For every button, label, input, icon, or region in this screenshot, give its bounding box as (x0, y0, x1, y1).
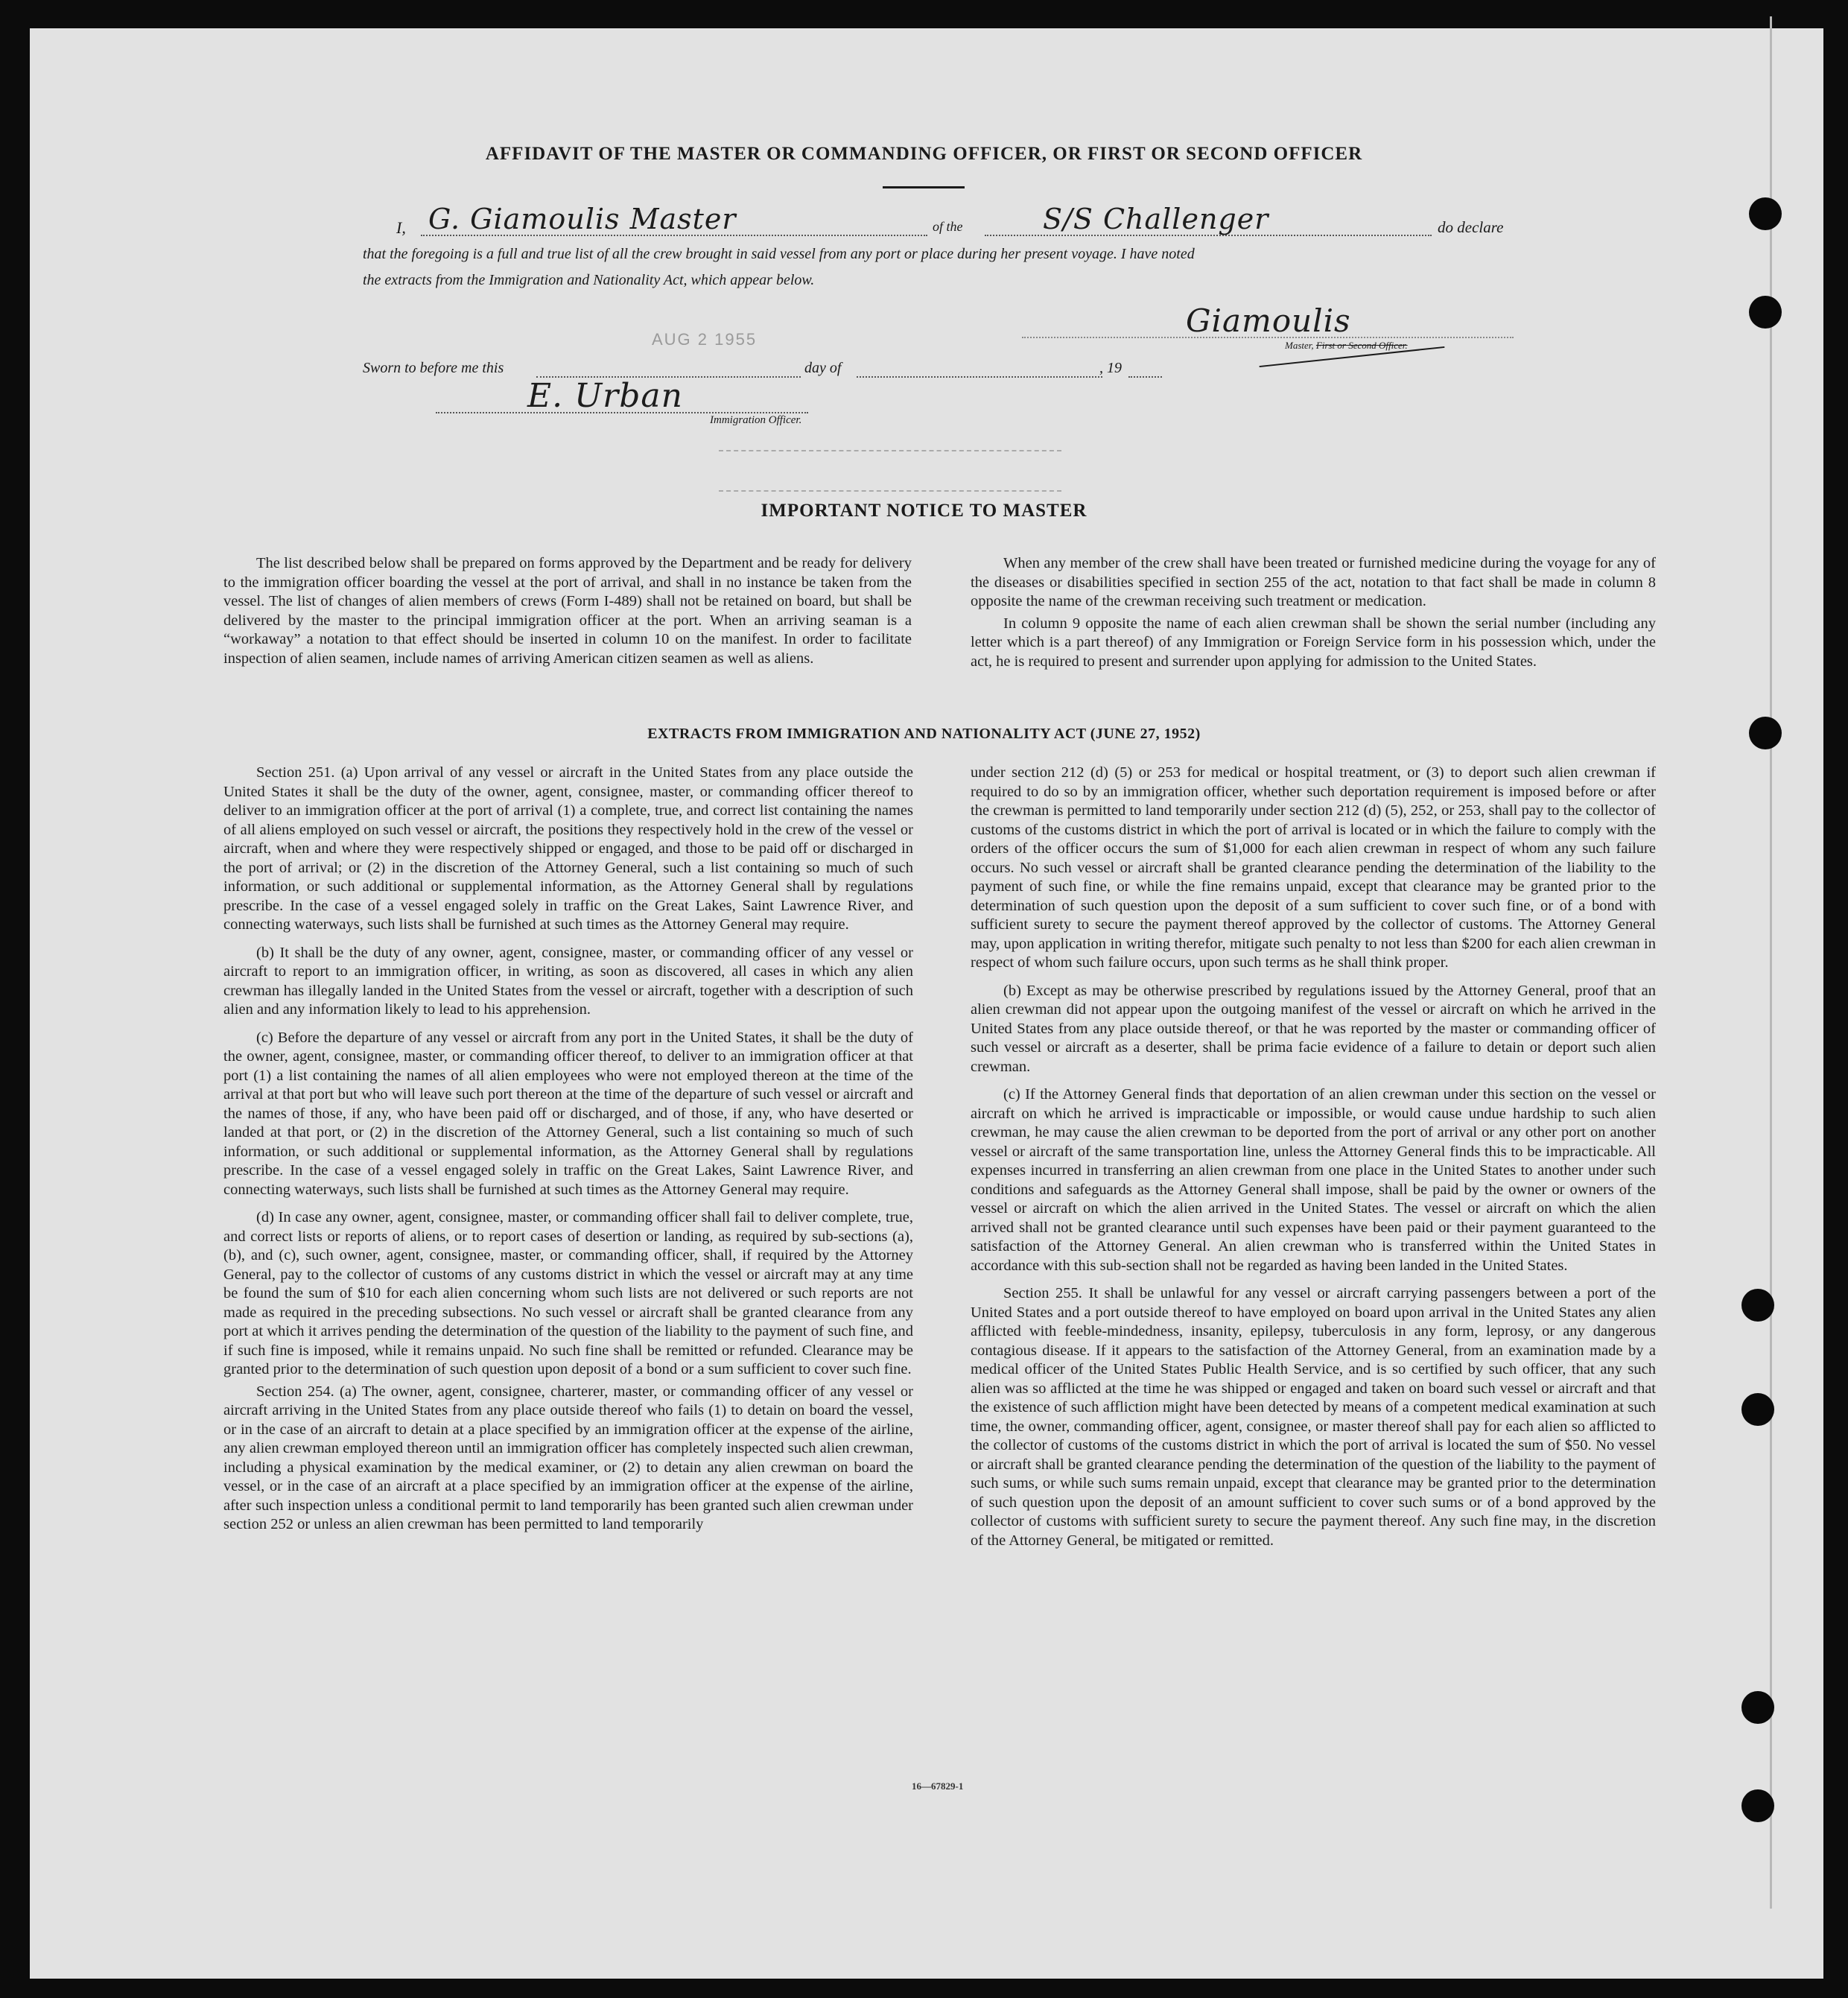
binder-hole (1741, 1289, 1774, 1322)
extract-paragraph: (b) It shall be the duty of any owner, agent, consignee, master, or commanding officer of any vessel or aircraft to report to an immigration officer, in writing, as soon as discovered, all cases in which any alien crewman has illegally landed in the United States from the vessel or aircraft, together with a description of such alien and any information likely to lead to his apprehension. (223, 944, 913, 1018)
do-declare-label: do declare (1438, 218, 1504, 236)
master-signature-line (1022, 337, 1514, 338)
sworn-year-line (1128, 376, 1162, 378)
faint-dash-row (719, 490, 1061, 492)
sworn-label: Sworn to before me this (363, 360, 504, 376)
vessel-handwritten: S/S Challenger (1043, 203, 1269, 235)
declaration-line1: that the foregoing is a full and true list of all the crew brought in said vessel from any port or place during her present voyage. I have noted (363, 246, 1195, 262)
year-label: , 19 (1099, 360, 1122, 376)
i-label: I, (396, 218, 406, 237)
officer-label: Immigration Officer. (710, 414, 802, 426)
extract-paragraph: (d) In case any owner, agent, consignee, master, or commanding officer shall fail to deliver complete, true, and correct lists or reports of aliens, or to report cases of desertion or landing, as required by sub-sections (a), (b), and (c), such owner, agent, consignee, master, or commanding officer, shall, if required by the Attorney General, pay to the collector of customs of any customs district in which the vessel or aircraft may at any time be found the sum of $10 for each alien concerning whom such lists are not delivered or such reports are not made as required in the preceding subsections. No such vessel or aircraft shall be granted clearance from any port at which it arrives pending the determination of the question of the liability to the payment of such fine, and if such fine is imposed, while it remains unpaid. No such fine shall be remitted or refunded. Clearance may be granted prior to the determination of such question upon deposit of a bond or a sum sufficient to cover such fine. (223, 1209, 913, 1377)
of-the-label: of the (933, 219, 963, 234)
extracts-title: EXTRACTS FROM IMMIGRATION AND NATIONALITY ACT (JUNE 27, 1952) (647, 726, 1201, 742)
notice-right-paragraph: When any member of the crew shall have been treated or furnished medicine during the voyage for any of the diseases or disabilities specified in section 255 of the act, notation to that fact shall be made in column 8 opposite the name of the crewman receiving such treatment or medication. (971, 555, 1656, 609)
notice-title: IMPORTANT NOTICE TO MASTER (761, 501, 1087, 521)
extract-paragraph: (c) Before the departure of any vessel or aircraft from any port in the United States, it shall be the duty of the owner, agent, consignee, master, or commanding officer thereof, to deliver to an immigration officer at that port (1) a list containing the names of all alien employees who were not employed thereon at the time of the arrival at that port but who will leave such port thereon at the time of the departure of such vessel or aircraft and the names of those, if any, who have been paid off or discharged, and of those, if any, who have deserted or landed at that port, or (2) in the discretion of the Attorney General, such a list containing so much of such information, or such additional or supplemental information, as the Attorney General shall by regulations prescribe. In the case of a vessel engaged solely in traffic on the Great Lakes, Saint Lawrence River, and connecting waterways, such lists shall be furnished at such times as the Attorney General may require. (223, 1029, 913, 1198)
master-signature: Giamoulis (1186, 302, 1351, 339)
master-label (1285, 340, 1408, 352)
declarant-handwritten: G. Giamoulis Master (428, 203, 737, 235)
extract-paragraph: Section 255. It shall be unlawful for any vessel or aircraft carrying passengers between a port of the United States and a port outside thereof to have employed on board upon arrival in the United States any alien afflicted with feeble-mindedness, insanity, epilepsy, tuberculosis in any form, leprosy, or any dangerous contagious disease. If it appears to the satisfaction of the Attorney General, from an examination made by a medical officer of the United States Public Health Service, and is so certified by such officer, that any such alien was so afflicted at the time he was shipped or engaged and taken on board such vessel or aircraft and that the existence of such affliction might have been detected by means of a competent medical examination at such time, the owner, commanding officer, agent, consignee, or master thereof shall pay for each alien so afflicted to the collector of customs of the customs district in which the port of arrival is located the sum of $50. No vessel or aircraft shall be granted clearance pending the determination of the question of the liability to the payment of such sums, or while such sums remain unpaid, except that clearance may be granted prior to the determination of such question upon the deposit of an amount sufficient to cover such sums or of a bond approved by the collector of customs with sufficient surety to secure the payment thereof. Any such fine may, in the discretion of the Attorney General, be mitigated or remitted. (971, 1285, 1656, 1549)
extract-paragraph: (b) Except as may be otherwise prescribed by regulations issued by the Attorney General, proof that an alien crewman did not appear upon the outgoing manifest of the vessel or aircraft on which he arrived in the United States from any place outside thereof, or that he was reported by the master or commanding officer of such vessel or aircraft as a deserter, shall be prima facie evidence of a failure to detain or deport such alien crewman. (971, 982, 1656, 1075)
binder-hole (1749, 197, 1782, 230)
title-rule (883, 186, 965, 188)
binder-hole (1749, 296, 1782, 329)
extract-paragraph: under section 212 (d) (5) or 253 for medical or hospital treatment, or (3) to deport such alien crewman if required to do so by an immigration officer, whether such deportation requirement is imposed before or after the crewman is permitted to land temporarily under section 212 (d) (5), 252, or 253, shall pay to the collector of customs of the customs district in which the port of arrival is located or in which the failure to comply with the orders of the officer occurs the sum of $1,000 for each alien crewman in respect of whom any such failure occurs. No such vessel or aircraft shall be granted clearance pending the determination of the liability to the payment of such fine, or while the fine remains unpaid, except that clearance may be granted prior to the determination of such question upon the deposit of a sum sufficient to cover such fine, or of a bond with sufficient surety to secure the payment thereof approved by the collector of customs. The Attorney General may, upon application in writing therefor, mitigate such penalty to not less than $200 for each alien crewman in respect of whom such failure occurs, upon such terms as he shall think proper. (971, 764, 1656, 971)
notice-left-column (223, 554, 912, 671)
day-of-label: day of (804, 360, 842, 376)
sworn-month-line (857, 376, 1102, 378)
extract-paragraph: Section 254. (a) The owner, agent, consignee, charterer, master, or commanding officer of any vessel or aircraft arriving in the United States from any place outside thereof who fails (1) to detain on board the vessel, or in the case of an aircraft to detain at a place specified by an immigration officer at the expense of the airline, any alien crewman employed thereon until an immigration officer has completely inspected such alien crewman, including a physical examination by the medical examiner, or (2) to detain any alien crewman on board the vessel, or in the case of an aircraft at a place specified by an immigration officer at the expense of the airline, after such inspection unless a conditional permit to land temporarily has been granted such alien crewman under section 252 or unless an alien crewman has been permitted to land temporarily (223, 1383, 913, 1532)
notice-left-paragraph: The list described below shall be prepared on forms approved by the Department and be ready for delivery to the immigration officer boarding the vessel at the port of arrival, and shall in no instance be taken from the vessel. The list of changes of alien members of crews (Form I-489) shall not be retained on board, but shall be delivered by the master to the principal immigration officer at the port. When an arriving seaman is a “workaway” a notation to that effect should be inserted in column 10 on the manifest. In order to facilitate inspection of alien seamen, include names of arriving American citizen seamen as well as aliens. (223, 555, 912, 667)
officer-signature: E. Urban (527, 377, 683, 415)
faint-dash-row (719, 450, 1061, 451)
extracts-right-column (971, 764, 1656, 1553)
master-label-struck: First or Second Officer. (1315, 340, 1408, 351)
notice-right-column (971, 554, 1656, 674)
binder-hole (1741, 1393, 1774, 1426)
notice-right-paragraph: In column 9 opposite the name of each alien crewman shall be shown the serial number (including any letter which is a part thereof) of any Immigration or Foreign Service form in his possession which, under the act, he is required to present and surrender upon applying for admission to the United States. (971, 615, 1656, 670)
form-number: 16—67829-1 (912, 1780, 964, 1792)
officer-signature-line (436, 412, 808, 413)
extracts-left-column (223, 764, 913, 1538)
declaration-line2: the extracts from the Immigration and Nationality Act, which appear below. (363, 272, 815, 288)
date-stamp: AUG 2 1955 (652, 330, 758, 349)
master-label-text: Master, (1285, 340, 1314, 351)
extract-paragraph: (c) If the Attorney General finds that deportation of an alien crewman under this section on the vessel or aircraft on which he arrived is impracticable or impossible, or would cause undue hardship to such alien crewman, he may cause the alien crewman to be deported from the port of arrival or any other port on another vessel or aircraft of the same transportation line, unless the Attorney General finds this to be impracticable. All expenses incurred in transferring an alien crewman from one place in the United States to another under such conditions and safeguards as the Attorney General shall impose, shall be paid by the owner or owners of the vessel or aircraft on which the alien arrived in the United States. The vessel or aircraft on which the alien arrived shall not be granted clearance until such expenses have been paid or their payment guaranteed to the satisfaction of the Attorney General. An alien crewman who is transferred within the United States in accordance with this sub-section shall not be regarded as having been landed in the United States. (971, 1086, 1656, 1274)
binder-hole (1741, 1691, 1774, 1724)
extract-paragraph: Section 251. (a) Upon arrival of any vessel or aircraft in the United States from any place outside the United States it shall be the duty of the owner, agent, consignee, master, or commanding officer thereof to deliver to an immigration officer at the port of arrival (1) a complete, true, and correct list containing the names of all aliens employed on such vessel or aircraft, the positions they respectively hold in the crew of the vessel or aircraft, when and where they were respectively shipped or engaged, and those to be paid off or discharged in the port of arrival; or (2) in the discretion of the Attorney General, such a list containing so much of such information, or such additional or supplemental information, as the Attorney General shall by regulations prescribe. In the case of a vessel engaged solely in traffic on the Great Lakes, Saint Lawrence River, and connecting waterways, such lists shall be furnished at such times as the Attorney General may require. (223, 764, 913, 933)
affidavit-title: AFFIDAVIT OF THE MASTER OR COMMANDING OFFICER, OR FIRST OR SECOND OFFICER (485, 144, 1363, 164)
binder-hole (1741, 1789, 1774, 1822)
